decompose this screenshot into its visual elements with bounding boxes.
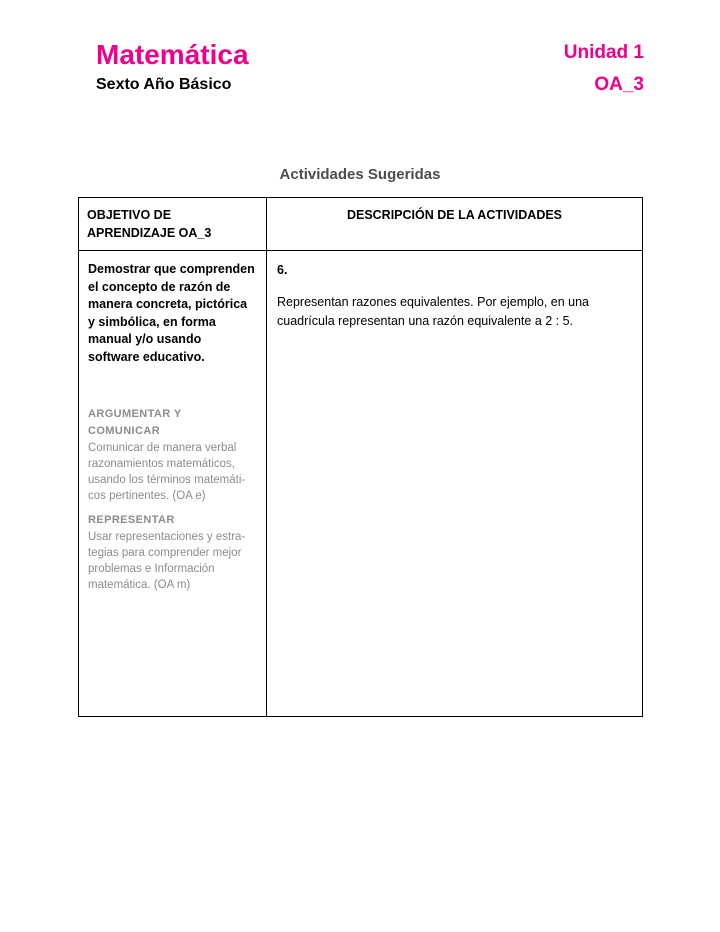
document-header (78, 38, 644, 118)
column-header-objective: OBJETIVO DE APRENDIZAJE OA_3 (79, 198, 267, 250)
table-body-row (79, 251, 642, 716)
section-title: Actividades Sugeridas (279, 166, 441, 183)
skill-item (88, 512, 256, 593)
objective-text: Demostrar que comprenden el concepto de razón de manera concreta, pictórica y simbólica, en forma manual y/o usando software educativo. (88, 262, 255, 364)
subject-title: Matemática (96, 39, 249, 70)
skill-item (88, 406, 256, 504)
header-right-group (564, 40, 644, 98)
table-header-row (79, 198, 642, 251)
skill-title: REPRESENTAR (88, 514, 175, 526)
objective-cell (79, 251, 267, 716)
activities-table (78, 197, 643, 717)
skills-list (88, 406, 256, 593)
skill-title: ARGUMENTAR Y COMUNICAR (88, 408, 182, 437)
activity-cell (267, 251, 642, 716)
subject-level: Sexto Año Básico (96, 76, 232, 93)
oa-code-label: OA_3 (594, 74, 644, 95)
activity-number: 6. (277, 263, 288, 277)
skill-text: Comunicar de manera verbal razonamientos matemáticos, usando los términos matemáti-cos pertinentes. (OA e) (88, 442, 246, 502)
skill-text: Usar representaciones y estra-tegias para comprender mejor problemas e Información matemática. (OA m) (88, 531, 246, 591)
activity-text: Representan razones equivalentes. Por ejemplo, en una cuadrícula representan una razón equivalente a 2 : 5. (277, 295, 590, 328)
column-header-description: DESCRIPCIÓN DE LA ACTIVIDADES (346, 208, 563, 222)
header-left-group (96, 38, 249, 96)
unit-label: Unidad 1 (563, 42, 644, 63)
